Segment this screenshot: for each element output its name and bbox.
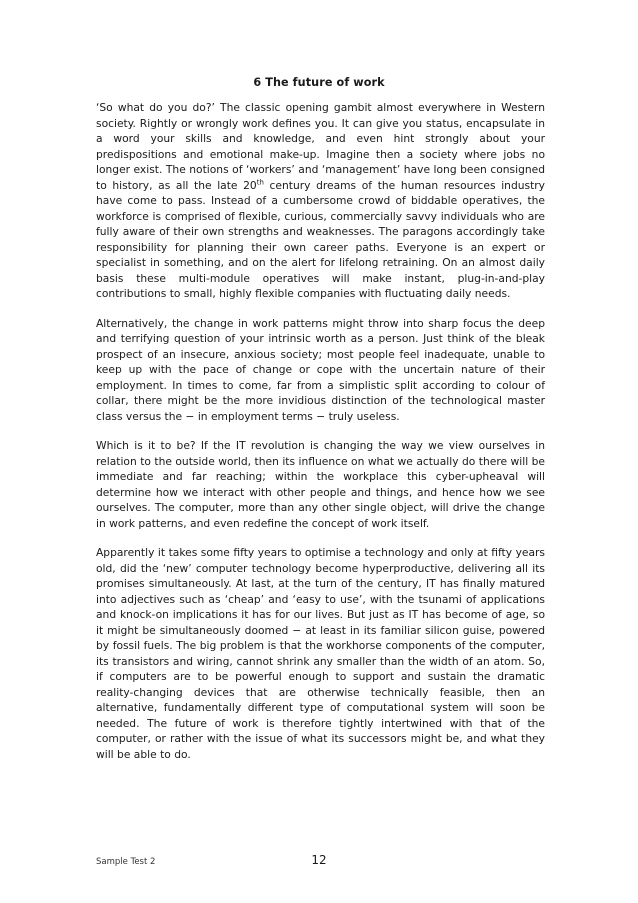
body-text [96, 100, 545, 776]
page-number: 12 [311, 853, 327, 867]
paragraph-2 [96, 316, 545, 425]
paragraph-1-text-continued: century dreams of the human resources industry have come to pass. Instead of a cumbersome crowd of biddable operatives, the workforce is comprised of flexible, curious, commercially savvy individuals who are fully aware of their own strengths and weaknesses. The paragons accordingly take responsibility for planning their own career paths. Everyone is an expert or specialist in something, and on the alert for lifelong retraining. On an almost daily basis these multi-module operatives will make instant, plug-in-and-play contributions to small, highly flexible companies with fluctuating daily needs. [96, 178, 545, 300]
paragraph-1-text: ‘So what do you do?’ The classic opening gambit almost everywhere in Western society. Rightly or wrongly work defines you. It can give you status, encapsulate in a word your skills and knowledge, and even hint strongly about your predispositions and emotional make-up. Imagine then a society where jobs no longer exist. The notions of ‘workers’ and ‘management’ have long been consigned to history, as all the late 20 [96, 101, 545, 192]
ordinal-suffix: th [256, 177, 264, 186]
section-title: 6 The future of work [253, 76, 385, 89]
paragraph-4 [96, 545, 545, 762]
paragraph-3 [96, 438, 545, 531]
paragraph-3-text: Which is it to be? If the IT revolution is changing the way we view ourselves in relation to the outside world, then its influence on what we actually do there will be immediate and far reaching; within the workplace this cyber-upheaval will determine how we interact with other people and things, and hence how we see ourselves. The computer, more than any other single object, will drive the change in work patterns, and even redefine the concept of work itself. [96, 439, 545, 530]
footer-label: Sample Test 2 [96, 857, 156, 867]
paragraph-1 [96, 100, 545, 302]
paragraph-2-text: Alternatively, the change in work patterns might throw into sharp focus the deep and terrifying question of your intrinsic worth as a person. Just think of the bleak prospect of an insecure, anxious society; most people feel inadequate, unable to keep up with the pace of change or cope with the uncertain nature of their employment. In times to come, far from a simplistic split according to colour of collar, there might be the more invidious distinction of the technological master class versus the − in employment terms − truly useless. [96, 316, 545, 423]
paragraph-4-text: Apparently it takes some fifty years to optimise a technology and only at fifty years old, did the ‘new’ computer technology become hyperproductive, delivering all its promises simultaneously. At last, at the turn of the century, IT has finally matured into adjectives such as ‘cheap’ and ‘easy to use’, with the tsunami of applications and knock-on implications it has for our lives. But just as IT has become of age, so it might be simultaneously doomed − at least in its familiar silicon guise, powered by fossil fuels. The big problem is that the workhorse components of the computer, its transistors and wiring, cannot shrink any smaller than the width of an atom. So, if computers are to be powerful enough to support and sustain the dramatic reality-changing devices that are otherwise technically feasible, then an alternative, fundamentally different type of computational system will soon be needed. The future of work is therefore tightly intertwined with that of the computer, or rather with the issue of what its successors might be, and what they will be able to do. [96, 546, 545, 761]
